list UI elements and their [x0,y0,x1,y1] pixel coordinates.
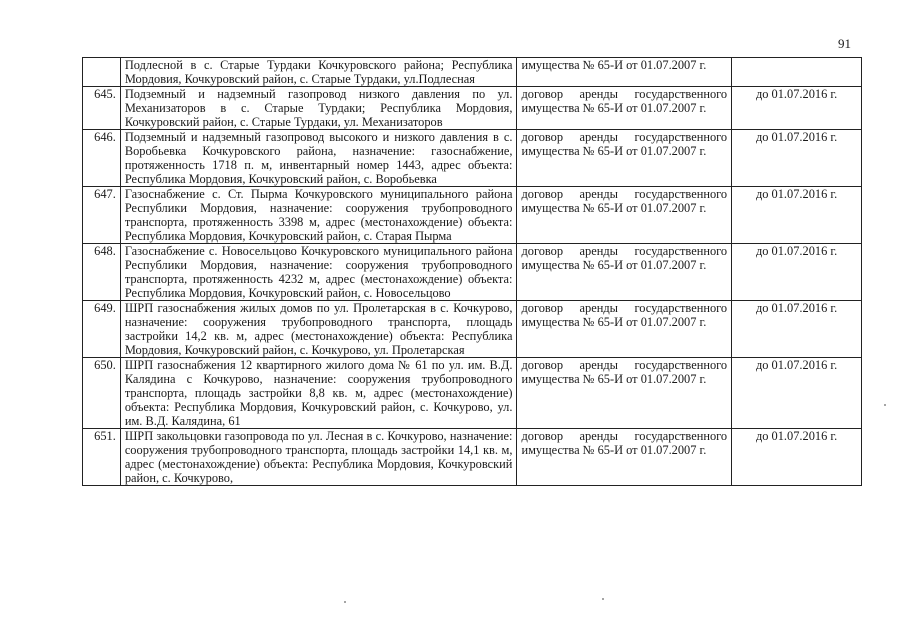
term-date: до 01.07.2016 г. [732,244,862,301]
scan-speck [884,404,886,406]
property-registry-table [82,57,862,486]
object-description: Подземный и надземный газопровод низкого давления по ул. Механизаторов в с. Старые Турдаки; Республика Мордовия, Кочкуровский район, с. Старые Турдаки, ул. Механизаторов [120,87,517,130]
term-date: до 01.07.2016 г. [732,87,862,130]
table-row [83,87,862,130]
row-number: 648. [83,244,121,301]
table-row [83,301,862,358]
object-description: Газоснабжение с. Новосельцово Кочкуровского муниципального района Республики Мордовия, назначение: сооружения трубопроводного транспорта, протяженность 4232 м, адрес (местонахождение) объекта: Республика Мордовия, Кочкуровский район, с. Новосельцово [120,244,517,301]
legal-basis: договор аренды государственного имущества № 65-И от 01.07.2007 г. [517,301,732,358]
legal-basis: имущества № 65-И от 01.07.2007 г. [517,58,732,87]
row-number: 646. [83,130,121,187]
table-row [83,429,862,486]
object-description: ШРП закольцовки газопровода по ул. Лесная в с. Кочкурово, назначение: сооружения трубопроводного транспорта, площадь застройки 14,1 кв. м, адрес (местонахождение) объекта: Республика Мордовия, Кочкуровский район, с. Кочкурово, [120,429,517,486]
legal-basis: договор аренды государственного имущества № 65-И от 01.07.2007 г. [517,429,732,486]
table-body [83,58,862,486]
object-description: Подлесной в с. Старые Турдаки Кочкуровского района; Республика Мордовия, Кочкуровский район, с. Старые Турдаки, ул.Подлесная [120,58,517,87]
table-row [83,358,862,429]
table-row [83,58,862,87]
legal-basis: договор аренды государственного имущества № 65-И от 01.07.2007 г. [517,87,732,130]
row-number: 647. [83,187,121,244]
object-description: Газоснабжение с. Ст. Пырма Кочкуровского муниципального района Республики Мордовия, назначение: сооружения трубопроводного транспорта, протяженность 3398 м, адрес (местонахождение) объекта: Республика Мордовия, Кочкуровский район, с. Старая Пырма [120,187,517,244]
legal-basis: договор аренды государственного имущества № 65-И от 01.07.2007 г. [517,358,732,429]
table-row [83,244,862,301]
legal-basis: договор аренды государственного имущества № 65-И от 01.07.2007 г. [517,187,732,244]
object-description: ШРП газоснабжения 12 квартирного жилого дома № 61 по ул. им. В.Д. Калядина с Кочкурово, назначение: сооружения трубопроводного транспорта, площадь застройки 8,8 кв. м, адрес (местонахождение) объекта: Республика Мордовия, Кочкуровский район, с. Кочкурово, ул. им. В.Д. Калядина, 61 [120,358,517,429]
row-number: 649. [83,301,121,358]
scan-speck [344,601,346,603]
legal-basis: договор аренды государственного имущества № 65-И от 01.07.2007 г. [517,130,732,187]
legal-basis: договор аренды государственного имущества № 65-И от 01.07.2007 г. [517,244,732,301]
table-row [83,130,862,187]
term-date: до 01.07.2016 г. [732,187,862,244]
row-number: 650. [83,358,121,429]
row-number [83,58,121,87]
row-number: 645. [83,87,121,130]
term-date: до 01.07.2016 г. [732,301,862,358]
page-number: 91 [838,36,851,51]
table-row [83,187,862,244]
term-date [732,58,862,87]
object-description: Подземный и надземный газопровод высокого и низкого давления в с. Воробьевка Кочкуровского района, назначение: газоснабжение, протяженность 1718 п. м, инвентарный номер 1443, адрес объекта: Республика Мордовия, Кочкуровский район, с. Воробьевка [120,130,517,187]
object-description: ШРП газоснабжения жилых домов по ул. Пролетарская в с. Кочкурово, назначение: сооружения трубопроводного транспорта, площадь застройки 14,2 кв. м, адрес (местонахождение) объекта: Республика Мордовия, Кочкуровский район, с. Кочкурово, ул. Пролетарская [120,301,517,358]
term-date: до 01.07.2016 г. [732,130,862,187]
row-number: 651. [83,429,121,486]
term-date: до 01.07.2016 г. [732,358,862,429]
scan-speck [602,598,604,600]
term-date: до 01.07.2016 г. [732,429,862,486]
